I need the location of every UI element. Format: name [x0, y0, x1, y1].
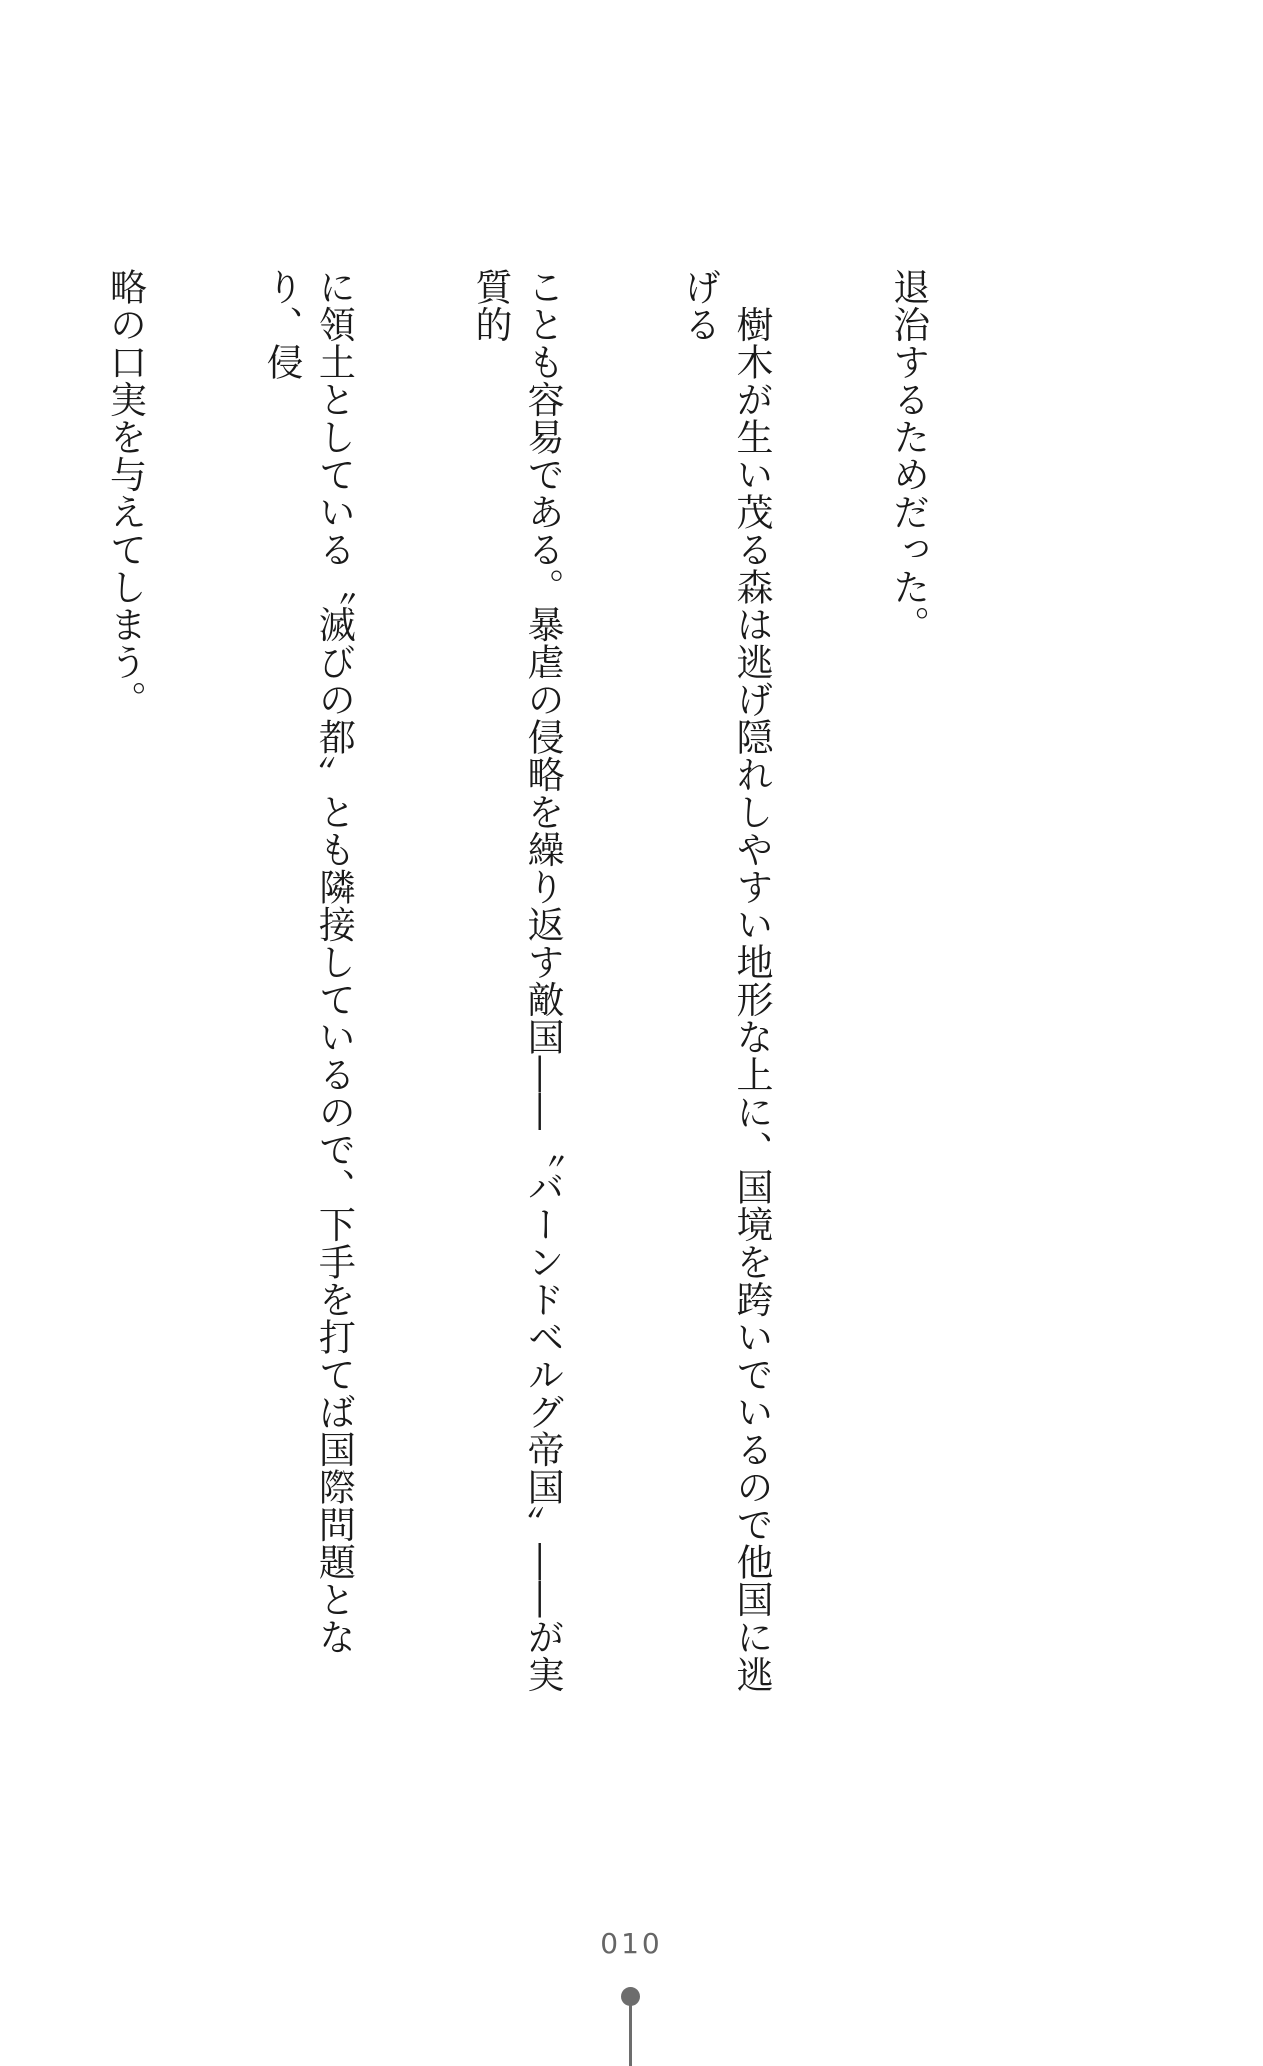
text-line: 退治するためだった。	[886, 268, 930, 643]
text-line: ことも容易である。暴虐の侵略を繰り返す敵国――〝バーンドベルグ帝国〟――が実質的	[468, 268, 565, 1693]
page-marker-line	[629, 2003, 632, 2066]
body-text	[103, 268, 1038, 1728]
text-line: に領土としている〝滅びの都〟とも隣接しているので、下手を打てば国際問題となり、侵	[260, 268, 356, 1656]
page-number: 010	[600, 1927, 663, 1960]
text-line: 略の口実を与えてしまう。	[103, 268, 147, 718]
text-line: 樹木が生い茂る森は逃げ隠れしやすい地形な上に、国境を跨いでいるので他国に逃げる	[677, 268, 773, 1693]
